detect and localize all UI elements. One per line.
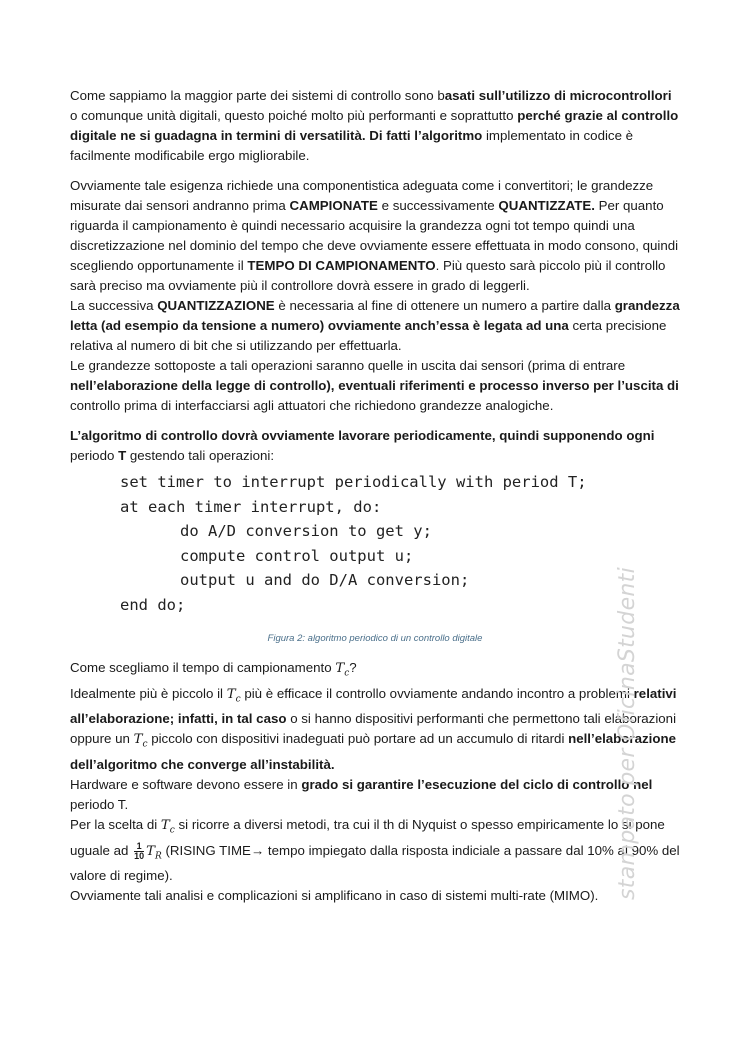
figure-caption: Figura 2: algoritmo periodico di un controllo digitale (267, 633, 483, 644)
bold-text: asati sull’utilizzo di microcontrollori (444, 88, 672, 103)
paragraph-intro (70, 86, 680, 166)
bold-text: T (118, 448, 127, 463)
code-line: compute control output u; (180, 546, 414, 565)
text: controllo prima di interfacciarsi agli attuatori che richiedono grandezze analogiche. (70, 398, 554, 413)
bold-text: QUANTIZZATE. (498, 198, 595, 213)
text: o si hanno dispositivi performanti che permettono tali elaborazioni oppure un (70, 711, 677, 747)
text: (RISING TIME (161, 842, 251, 858)
bold-text: perché grazie al controllo digitale ne si guadagna in termini di versatilità. Di fatti l’algoritmo (70, 108, 679, 143)
bold-text: QUANTIZZAZIONE (157, 298, 275, 313)
code-line: end do; (120, 595, 186, 614)
math-subscript: c (235, 694, 241, 705)
text: è necessaria al fine di ottenere un numero a partire dalla (274, 298, 615, 313)
math-tc (335, 661, 350, 679)
paragraph-question (70, 658, 680, 906)
text: si ricorre a diversi metodi, tra cui il th di Nyquist o spesso empiricamente lo si pone uguale ad (70, 816, 665, 858)
text: ? (349, 660, 357, 675)
text: Come scegliamo il tempo di campionamento (70, 660, 336, 675)
text: periodo (70, 448, 119, 463)
bold-text: L’algoritmo di controllo dovrà ovviamente lavorare periodicamente, quindi supponendo ogni (70, 428, 655, 443)
bold-text: nell’elaborazione dell’algoritmo che converge all’instabilità. (70, 731, 676, 772)
text: Ovviamente tale esigenza richiede una componentistica adeguata come i convertitori; le grandezze misurate dai sensori andranno prima (70, 178, 654, 213)
bold-text: relativi all’elaborazione; infatti, in tal caso (70, 685, 677, 727)
document-body (70, 86, 680, 906)
watermark: stampato per OficinaStudenti (615, 567, 640, 900)
math-symbol: T (133, 732, 143, 748)
text: Per quanto riguarda il campionamento è quindi necessario acquisire la grandezza ogni tot tempo quindi una discretizzazione nel dominio del tempo che deve ovviamente essere effettuata in modo consono, quindi scegliendo opportunamente il (70, 198, 679, 273)
text: . Più questo sarà piccolo più il controllo sarà preciso ma ovviamente più il controllore dovrà essere in grado di leggerli. (70, 258, 666, 293)
math-tc (160, 817, 175, 836)
math-subscript: c (169, 825, 175, 836)
text: Hardware e software devono essere in (70, 776, 302, 792)
paragraph-signals (70, 356, 680, 416)
paragraph-quantization (70, 296, 680, 356)
math-symbol: T (160, 817, 170, 833)
fraction (134, 842, 144, 861)
text: Le grandezze sottoposte a tali operazioni saranno quelle in uscita dai sensori (prima di entrare (70, 358, 626, 373)
text: più è efficace il controllo ovviamente andando incontro a problemi (240, 685, 634, 701)
bold-text: CAMPIONATE (289, 198, 378, 213)
text: certa precisione relativa al numero di bit che si utilizzando per effettuarla. (70, 318, 667, 353)
text: Per la scelta di (70, 816, 161, 832)
arrow-icon: → (250, 842, 265, 858)
text: e successivamente (377, 198, 499, 213)
math-tc (226, 686, 241, 705)
text: implementato in codice è facilmente modificabile ergo migliorabile. (70, 128, 634, 163)
code-line: output u and do D/A conversion; (180, 571, 470, 589)
math-subscript: R (155, 851, 162, 862)
text: gestendo tali operazioni: (126, 448, 275, 463)
paragraph-converters (70, 176, 680, 296)
text: piccolo con dispositivi inadeguati può portare ad un accumulo di ritardi (147, 731, 569, 747)
math-tr (146, 843, 162, 862)
math-symbol: T (226, 686, 236, 702)
code-line: at each timer interrupt, do: (120, 497, 382, 516)
text: periodo T. (70, 796, 129, 812)
code-line: do A/D conversion to get y; (180, 522, 432, 540)
fraction-numerator: 1 (134, 842, 144, 852)
bold-text: TEMPO DI CAMPIONAMENTO (247, 258, 436, 273)
math-symbol: T (335, 661, 345, 676)
text: La successiva (70, 298, 158, 313)
bold-text: grado si garantire l’esecuzione del ciclo di controllo nel (301, 776, 653, 792)
text: Ovviamente tali analisi e complicazioni si amplificano in caso di sistemi multi-rate (MIMO). (70, 888, 599, 904)
text: tempo impiegato dalla risposta indiciale a passare dal 10% al 90% del valore di regime). (70, 842, 680, 884)
code-figure (120, 470, 680, 617)
text: Idealmente più è piccolo il (70, 685, 227, 701)
math-subscript: c (142, 739, 148, 750)
math-tc (133, 732, 148, 750)
fraction-denominator: 10 (134, 850, 145, 861)
code-line: set timer to interrupt periodically with period T; (120, 473, 587, 491)
math-subscript: c (344, 668, 350, 679)
text: o comunque unità digitali, questo poiché molto più performanti e soprattutto (70, 108, 518, 123)
bold-text: nell’elaborazione della legge di controllo), eventuali riferimenti e processo inverso per l’uscita di (70, 378, 679, 393)
bold-text: grandezza letta (ad esempio da tensione a numero) ovviamente anch’essa è legata ad una (70, 298, 680, 333)
math-symbol: T (146, 843, 155, 859)
paragraph-algorithm (70, 426, 680, 466)
text: Come sappiamo la maggior parte dei sistemi di controllo sono b (70, 88, 445, 103)
